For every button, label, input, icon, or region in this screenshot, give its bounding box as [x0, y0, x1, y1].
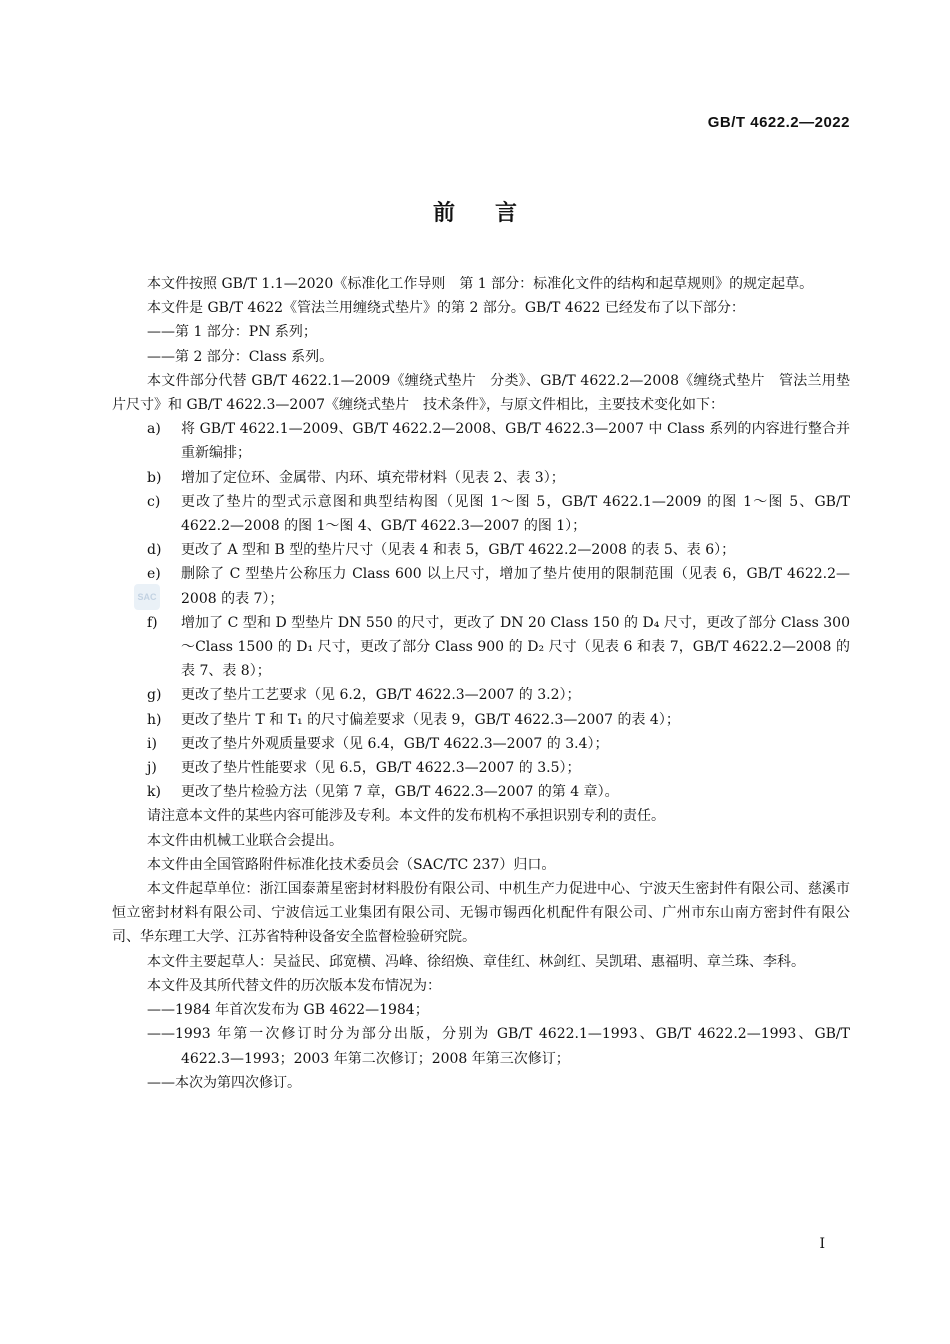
page-number: I	[819, 1236, 825, 1252]
paragraph: 本文件起草单位：浙江国泰萧星密封材料股份有限公司、中机生产力促进中心、宁波天生密封件有限公司、慈溪市恒立密封材料有限公司、宁波信远工业集团有限公司、无锡市锡西化机配件有限公司、广州市东山南方密封件有限公司、华东理工大学、江苏省特种设备安全监督检验研究院。	[112, 881, 850, 946]
paragraph: 本文件部分代替 GB/T 4622.1—2009《缠绕式垫片 分类》、GB/T 4622.2—2008《缠绕式垫片 管法兰用垫片尺寸》和 GB/T 4622.3—2007《缠绕式垫片 技术条件》，与原文件相比，主要技术变化如下：	[112, 372, 850, 414]
list-item-text: 增加了 C 型和 D 型垫片 DN 550 的尺寸，更改了 DN 20 Class 150 的 D₄ 尺寸，更改了部分 Class 300～Class 1500 的 D₁ 尺寸，更改了部分 Class 900 的 D₂ 尺寸（见表 6 和表 7，GB/T 4622.2—2008 的表 7、表 8）；	[181, 614, 850, 680]
change-list-item	[112, 683, 850, 707]
page-title: 前言	[432, 200, 557, 226]
change-list-item	[112, 780, 850, 804]
list-item-label: b)	[147, 469, 162, 486]
paragraph: 本文件按照 GB/T 1.1—2020《标准化工作导则 第 1 部分：标准化文件的结构和起草规则》的规定起草。	[147, 276, 814, 292]
standard-number: GB/T 4622.2—2022	[707, 114, 850, 131]
history-item: ——本次为第四次修订。	[147, 1074, 301, 1091]
list-item-text: 更改了 A 型和 B 型的垫片尺寸（见表 4 和表 5，GB/T 4622.2—2008 的表 5、表 6）；	[181, 542, 736, 559]
paragraph: 本文件由全国管路附件标准化技术委员会（SAC/TC 237）归口。	[147, 856, 556, 873]
list-item-label: h)	[147, 711, 162, 728]
list-item-text: 删除了 C 型垫片公称压力 Class 600 以上尺寸，增加了垫片使用的限制范围（见表 6，GB/T 4622.2—2008 的表 7）；	[181, 566, 850, 607]
list-item-label: i)	[147, 735, 157, 752]
change-list-item	[112, 756, 850, 780]
list-item-text: 更改了垫片工艺要求（见 6.2，GB/T 4622.3—2007 的 3.2）；	[181, 687, 581, 704]
list-item-label: g)	[147, 687, 162, 704]
list-item-label: f)	[147, 614, 158, 631]
change-list	[112, 417, 850, 804]
change-list-item	[112, 466, 850, 490]
change-list-item	[112, 611, 850, 684]
foreword-body	[112, 272, 850, 1095]
change-list-item	[112, 538, 850, 562]
change-list-item	[112, 708, 850, 732]
list-item-text: 更改了垫片外观质量要求（见 6.4，GB/T 4622.3—2007 的 3.4）；	[181, 735, 609, 752]
list-item-text: 更改了垫片检验方法（见第 7 章，GB/T 4622.3—2007 的第 4 章）。	[181, 784, 619, 801]
list-item-text: 更改了垫片的型式示意图和典型结构图（见图 1～图 5，GB/T 4622.1—2009 的图 1～图 5、GB/T 4622.2—2008 的图 1～图 4、GB/T 4622.3—2007 的图 1）；	[181, 493, 850, 535]
paragraph: 本文件主要起草人：吴益民、邱宽横、冯峰、徐绍焕、章佳红、林剑红、吴凯珺、惠福明、章兰珠、李科。	[147, 953, 805, 970]
part-list-item: ——第 1 部分：PN 系列；	[147, 324, 317, 341]
paragraph: 请注意本文件的某些内容可能涉及专利。本文件的发布机构不承担识别专利的责任。	[147, 808, 665, 825]
list-item-text: 增加了定位环、金属带、内环、填充带材料（见表 2、表 3）；	[181, 469, 565, 486]
change-list-item	[112, 562, 850, 610]
change-list-item	[112, 732, 850, 756]
list-item-text: 更改了垫片 T 和 T₁ 的尺寸偏差要求（见表 9，GB/T 4622.3—2007 的表 4）；	[181, 711, 680, 728]
change-list-item	[112, 417, 850, 465]
list-item-label: a)	[147, 421, 161, 438]
paragraph: 本文件由机械工业联合会提出。	[147, 832, 343, 849]
list-item-text: 将 GB/T 4622.1—2009、GB/T 4622.2—2008、GB/T 4622.3—2007 中 Class 系列的内容进行整合并重新编排；	[181, 421, 850, 462]
list-item-label: c)	[147, 493, 161, 510]
sac-watermark-logo: SAC	[134, 584, 160, 610]
change-list-item	[112, 490, 850, 538]
part-list-item: ——第 2 部分：Class 系列。	[147, 348, 334, 365]
list-item-label: d)	[147, 542, 162, 559]
paragraph: 本文件是 GB/T 4622《管法兰用缠绕式垫片》的第 2 部分。GB/T 4622 已经发布了以下部分：	[147, 300, 745, 317]
history-item: ——1993 年第一次修订时分为部分出版，分别为 GB/T 4622.1—1993、GB/T 4622.2—1993、GB/T 4622.3—1993；2003 年第二次修订；2008 年第三次修订；	[147, 1026, 850, 1067]
list-item-label: k)	[147, 784, 161, 801]
paragraph: 本文件及其所代替文件的历次版本发布情况为：	[147, 977, 441, 994]
list-item-label: e)	[147, 566, 161, 583]
history-item: ——1984 年首次发布为 GB 4622—1984；	[147, 1002, 429, 1019]
list-item-label: j)	[147, 760, 157, 777]
list-item-text: 更改了垫片性能要求（见 6.5，GB/T 4622.3—2007 的 3.5）；	[181, 760, 581, 777]
